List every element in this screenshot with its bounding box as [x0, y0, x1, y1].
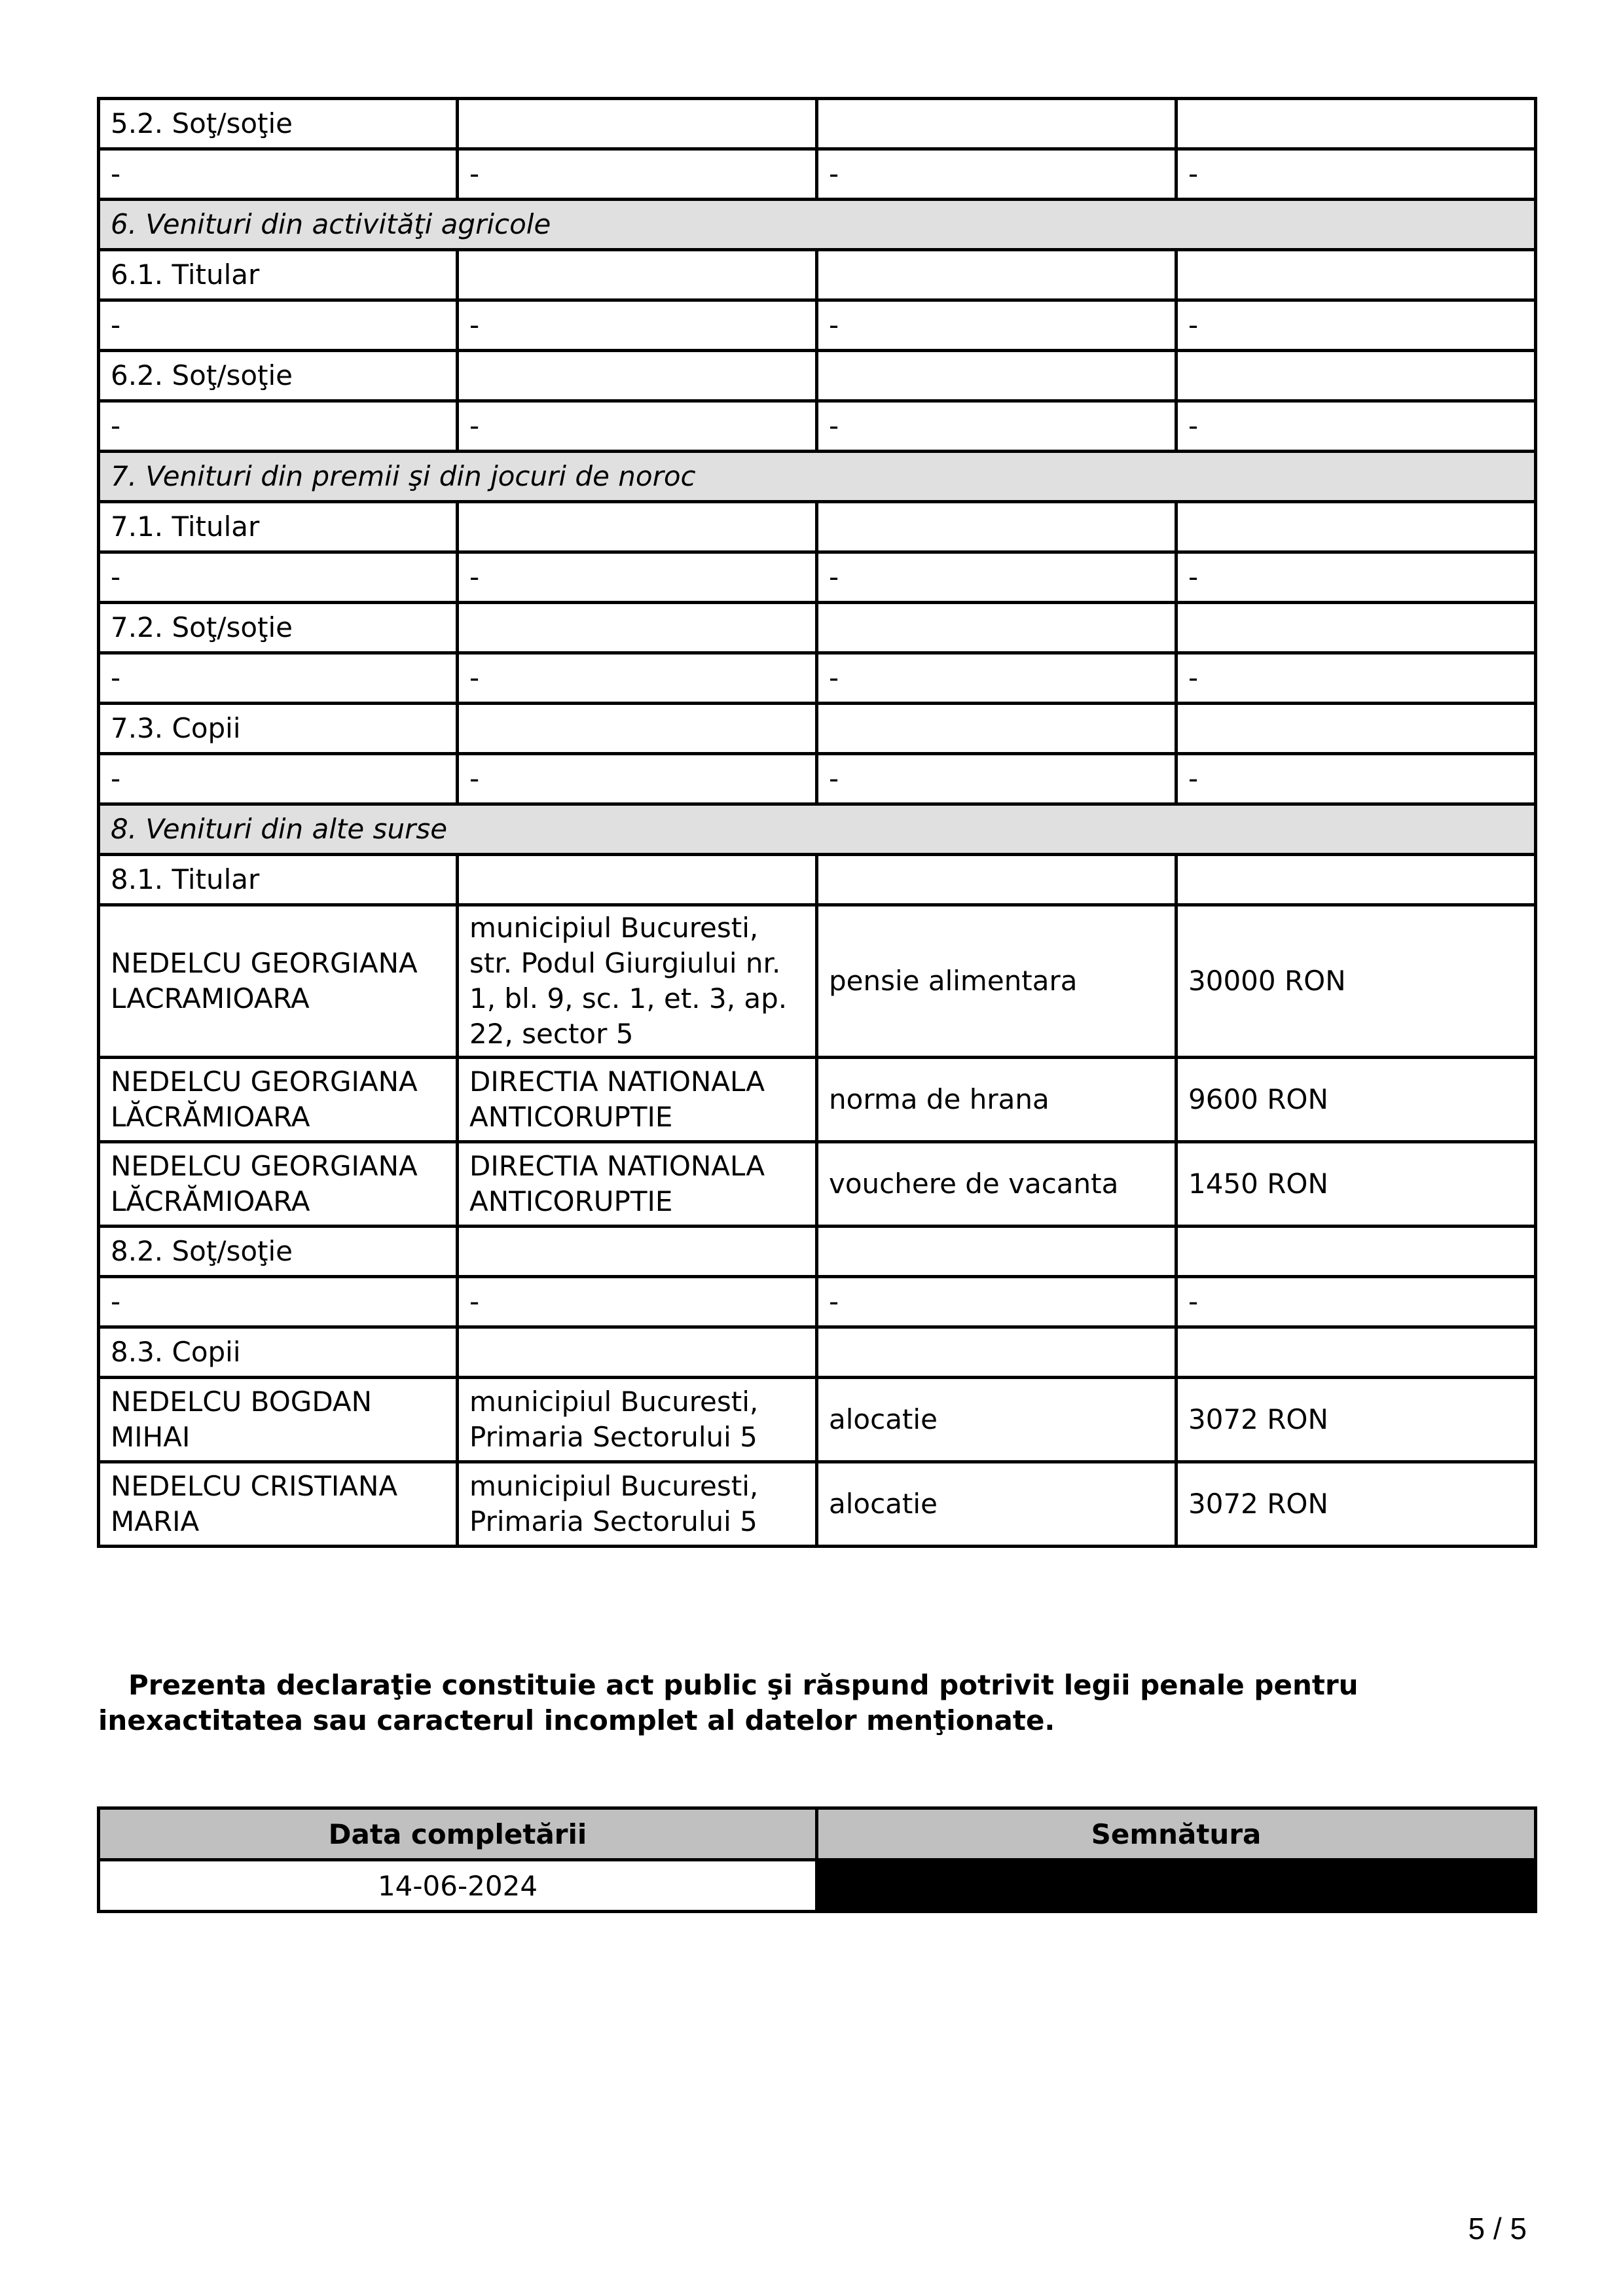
income-cell: -: [1176, 653, 1536, 704]
section-row: [99, 452, 1536, 502]
service-cell: -: [817, 653, 1176, 704]
source-cell: -: [458, 1277, 817, 1327]
service-cell: -: [817, 552, 1176, 603]
service-cell: [817, 99, 1176, 149]
beneficiary-cell: NEDELCU CRISTIANA MARIA: [99, 1462, 458, 1547]
table-row: [99, 1462, 1536, 1547]
source-cell: -: [458, 401, 817, 452]
table-row: [99, 905, 1536, 1058]
service-cell: alocatie: [817, 1462, 1176, 1547]
table-row: [99, 552, 1536, 603]
subsection-label: 7.1. Titular: [99, 502, 458, 552]
source-cell: [458, 502, 817, 552]
source-cell: -: [458, 149, 817, 200]
service-cell: vouchere de vacanta: [817, 1142, 1176, 1227]
beneficiary-cell: -: [99, 653, 458, 704]
subsection-row: [99, 855, 1536, 905]
table-row: [99, 149, 1536, 200]
subsection-row: [99, 250, 1536, 300]
income-table: [97, 97, 1537, 1548]
income-cell: [1176, 1327, 1536, 1378]
date-header: Data completării: [99, 1808, 817, 1860]
subsection-label: 5.2. Soţ/soţie: [99, 99, 458, 149]
section-title: 7. Venituri din premii şi din jocuri de noroc: [99, 452, 1536, 502]
income-cell: [1176, 704, 1536, 754]
subsection-label: 8.3. Copii: [99, 1327, 458, 1378]
income-cell: -: [1176, 300, 1536, 351]
subsection-label: 6.2. Soţ/soţie: [99, 351, 458, 401]
subsection-row: [99, 1327, 1536, 1378]
source-cell: -: [458, 653, 817, 704]
source-cell: DIRECTIA NATIONALA ANTICORUPTIE: [458, 1142, 817, 1227]
beneficiary-cell: -: [99, 552, 458, 603]
declaration-statement: Prezenta declaraţie constituie act public şi răspund potrivit legii penale pentru inexactitatea sau caracterul incomplet al datelor menţionate.: [98, 1669, 1359, 1736]
income-cell: 30000 RON: [1176, 905, 1536, 1058]
beneficiary-cell: -: [99, 149, 458, 200]
source-cell: [458, 99, 817, 149]
income-cell: [1176, 603, 1536, 653]
beneficiary-cell: -: [99, 1277, 458, 1327]
source-cell: -: [458, 300, 817, 351]
service-cell: [817, 1327, 1176, 1378]
service-cell: [817, 1227, 1176, 1277]
table-row: [99, 300, 1536, 351]
source-cell: municipiul Bucuresti, Primaria Sectorului 5: [458, 1462, 817, 1547]
source-cell: [458, 855, 817, 905]
income-cell: 1450 RON: [1176, 1142, 1536, 1227]
signature-header: Semnătura: [817, 1808, 1536, 1860]
income-cell: 3072 RON: [1176, 1462, 1536, 1547]
income-cell: [1176, 502, 1536, 552]
income-cell: -: [1176, 401, 1536, 452]
service-cell: norma de hrana: [817, 1058, 1176, 1142]
income-cell: [1176, 855, 1536, 905]
service-cell: -: [817, 300, 1176, 351]
subsection-row: [99, 502, 1536, 552]
income-cell: -: [1176, 149, 1536, 200]
section-title: 8. Venituri din alte surse: [99, 804, 1536, 855]
service-cell: [817, 704, 1176, 754]
section-row: [99, 804, 1536, 855]
beneficiary-cell: NEDELCU BOGDAN MIHAI: [99, 1378, 458, 1462]
completion-date: 14-06-2024: [99, 1860, 817, 1912]
table-row: [99, 401, 1536, 452]
subsection-label: 8.1. Titular: [99, 855, 458, 905]
table-row: [99, 1142, 1536, 1227]
subsection-label: 7.3. Copii: [99, 704, 458, 754]
source-cell: [458, 250, 817, 300]
source-cell: municipiul Bucuresti, Primaria Sectorului 5: [458, 1378, 817, 1462]
table-row: [99, 1277, 1536, 1327]
service-cell: [817, 855, 1176, 905]
income-cell: 9600 RON: [1176, 1058, 1536, 1142]
subsection-row: [99, 99, 1536, 149]
source-cell: [458, 704, 817, 754]
source-cell: DIRECTIA NATIONALA ANTICORUPTIE: [458, 1058, 817, 1142]
income-cell: [1176, 250, 1536, 300]
source-cell: [458, 1327, 817, 1378]
service-cell: [817, 250, 1176, 300]
beneficiary-cell: NEDELCU GEORGIANA LĂCRĂMIOARA: [99, 1058, 458, 1142]
subsection-label: 8.2. Soţ/soţie: [99, 1227, 458, 1277]
signature-table-row: [99, 1860, 1536, 1912]
subsection-row: [99, 1227, 1536, 1277]
beneficiary-cell: -: [99, 401, 458, 452]
income-cell: -: [1176, 754, 1536, 804]
table-row: [99, 1378, 1536, 1462]
service-cell: alocatie: [817, 1378, 1176, 1462]
beneficiary-cell: NEDELCU GEORGIANA LACRAMIOARA: [99, 905, 458, 1058]
subsection-row: [99, 603, 1536, 653]
table-row: [99, 653, 1536, 704]
section-row: [99, 200, 1536, 250]
signature-table: [97, 1806, 1537, 1913]
service-cell: [817, 351, 1176, 401]
service-cell: [817, 603, 1176, 653]
service-cell: -: [817, 149, 1176, 200]
income-cell: [1176, 99, 1536, 149]
income-table-body: [99, 99, 1536, 1547]
service-cell: pensie alimentara: [817, 905, 1176, 1058]
source-cell: [458, 603, 817, 653]
source-cell: -: [458, 552, 817, 603]
subsection-label: 7.2. Soţ/soţie: [99, 603, 458, 653]
service-cell: [817, 502, 1176, 552]
subsection-label: 6.1. Titular: [99, 250, 458, 300]
source-cell: municipiul Bucuresti, str. Podul Giurgiului nr. 1, bl. 9, sc. 1, et. 3, ap. 22, sector 5: [458, 905, 817, 1058]
income-cell: [1176, 351, 1536, 401]
page-number: 5 / 5: [1468, 2212, 1527, 2246]
section-title: 6. Venituri din activităţi agricole: [99, 200, 1536, 250]
subsection-row: [99, 704, 1536, 754]
beneficiary-cell: -: [99, 300, 458, 351]
income-cell: [1176, 1227, 1536, 1277]
service-cell: -: [817, 1277, 1176, 1327]
source-cell: -: [458, 754, 817, 804]
income-cell: 3072 RON: [1176, 1378, 1536, 1462]
subsection-row: [99, 351, 1536, 401]
income-cell: -: [1176, 552, 1536, 603]
beneficiary-cell: -: [99, 754, 458, 804]
source-cell: [458, 1227, 817, 1277]
signature-redacted: [817, 1860, 1536, 1912]
signature-table-header: [99, 1808, 1536, 1860]
income-cell: -: [1176, 1277, 1536, 1327]
service-cell: -: [817, 401, 1176, 452]
source-cell: [458, 351, 817, 401]
table-row: [99, 754, 1536, 804]
table-row: [99, 1058, 1536, 1142]
beneficiary-cell: NEDELCU GEORGIANA LĂCRĂMIOARA: [99, 1142, 458, 1227]
service-cell: -: [817, 754, 1176, 804]
